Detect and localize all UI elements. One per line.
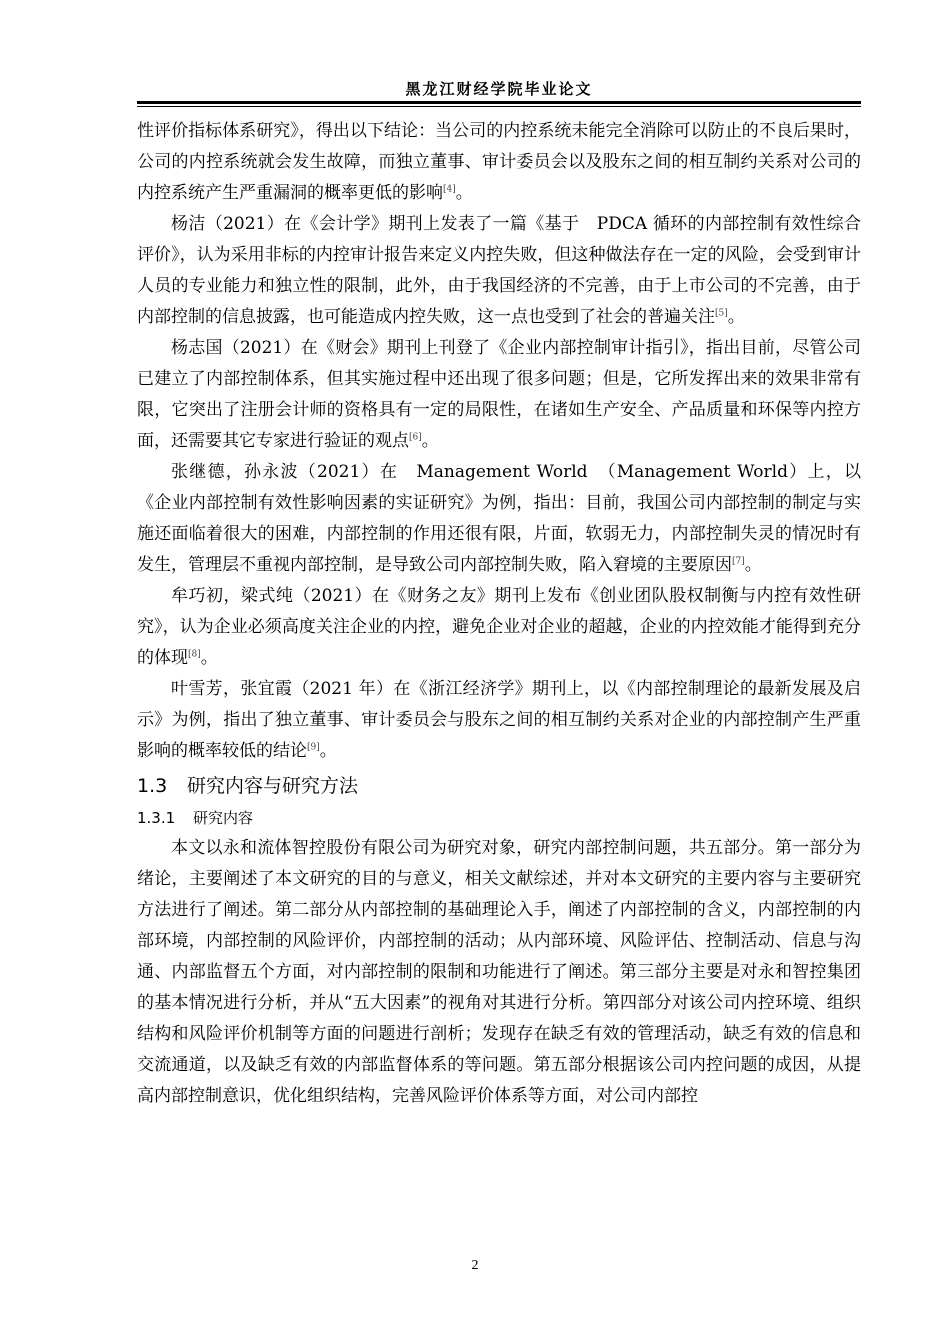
section-heading	[137, 769, 861, 803]
document-body	[137, 116, 861, 1112]
body-paragraph	[137, 209, 861, 333]
subsection-number: 1.3.1	[137, 809, 176, 827]
paragraph-text: 性评价指标体系研究》，得出以下结论：当公司的内控系统未能完全消除可以防止的不良后果时，公司的内控系统就会发生故障，而独立董事、审计委员会以及股东之间的相互制约关系对公司的内控系统产生严重漏洞的概率更低的影响	[137, 121, 861, 203]
citation-marker: [4]	[443, 184, 456, 195]
citation-marker: [5]	[715, 308, 728, 319]
paragraph-text: 杨志国（2021）在《财会》期刊上刊登了《企业内部控制审计指引》，指出目前，尽管公司已建立了内部控制体系，但其实施过程中还出现了很多问题；但是，它所发挥出来的效果非常有限，它突出了注册会计师的资格具有一定的局限性，在诸如生产安全、产品质量和环保等内控方面，还需要其它专家进行验证的观点	[137, 338, 861, 451]
page-number: 2	[471, 1258, 479, 1273]
paragraph-text: 叶雪芳，张宜霞（2021 年）在《浙江经济学》期刊上，以《内部控制理论的最新发展及启示》为例，指出了独立董事、审计委员会与股东之间的相互制约关系对企业的内部控制产生严重影响的概率较低的结论	[137, 679, 861, 761]
body-paragraph	[137, 674, 861, 767]
paragraph-end: 。	[200, 648, 218, 668]
paragraph-end: 。	[744, 555, 762, 575]
paragraph-text: 牟巧初，梁式纯（2021）在《财务之友》期刊上发布《创业团队股权制衡与内控有效性研究》，认为企业必须高度关注企业的内控，避免企业对企业的超越，企业的内控效能才能得到充分的体现	[137, 586, 861, 668]
paragraph-end: 。	[319, 741, 337, 761]
body-paragraph	[137, 333, 861, 457]
body-paragraph: 本文以永和流体智控股份有限公司为研究对象，研究内部控制问题，共五部分。第一部分为绪论，主要阐述了本文研究的目的与意义，相关文献综述，并对本文研究的主要内容与主要研究方法进行了阐述。第二部分从内部控制的基础理论入手，阐述了内部控制的含义，内部控制的内部环境，内部控制的风险评价，内部控制的活动；从内部环境、风险评估、控制活动、信息与沟通、内部监督五个方面，对内部控制的限制和功能进行了阐述。第三部分主要是对永和智控集团的基本情况进行分析，并从“五大因素”的视角对其进行分析。第四部分对该公司内控环境、组织结构和风险评价机制等方面的问题进行剖析；发现存在缺乏有效的管理活动，缺乏有效的信息和交流通道，以及缺乏有效的内部监督体系的等问题。第五部分根据该公司内控问题的成因，从提高内部控制意识，优化组织结构，完善风险评价体系等方面，对公司内部控	[137, 838, 861, 1106]
header-rule-thick	[137, 101, 861, 104]
paragraph-end: 。	[455, 183, 473, 203]
citation-marker: [7]	[732, 556, 745, 567]
body-paragraph	[137, 457, 861, 581]
paragraph-end: 。	[421, 431, 439, 451]
paragraph-end: 。	[727, 307, 745, 327]
paragraph-text: 杨洁（2021）在《会计学》期刊上发表了一篇《基于 PDCA 循环的内部控制有效性综合评价》，认为采用非标的内控审计报告来定义内控失败，但这种做法存在一定的风险，会受到审计人员的专业能力和独立性的限制，此外，由于我国经济的不完善，由于上市公司的不完善，由于内部控制的信息披露，也可能造成内控失败，这一点也受到了社会的普遍关注	[137, 214, 861, 327]
subsection-title: 研究内容	[193, 809, 254, 827]
running-header: 黑龙江财经学院毕业论文	[405, 80, 593, 98]
body-paragraph	[137, 116, 861, 209]
citation-marker: [8]	[188, 649, 201, 660]
body-paragraph	[137, 581, 861, 674]
header-rule-thin	[137, 106, 861, 107]
citation-marker: [9]	[307, 742, 320, 753]
citation-marker: [6]	[409, 432, 422, 443]
section-number: 1.3	[137, 775, 168, 797]
paragraph-text: 张继德，孙永波（2021）在 Management World （Management World）上，以《企业内部控制有效性影响因素的实证研究》为例，指出：目前，我国公司内部控制的制定与实施还面临着很大的困难，内部控制的作用还很有限，片面，软弱无力，内部控制失灵的情况时有发生，管理层不重视内部控制，是导致公司内部控制失败，陷入窘境的主要原因	[137, 462, 861, 575]
subsection-heading	[137, 803, 861, 833]
section-title: 研究内容与研究方法	[187, 775, 359, 797]
